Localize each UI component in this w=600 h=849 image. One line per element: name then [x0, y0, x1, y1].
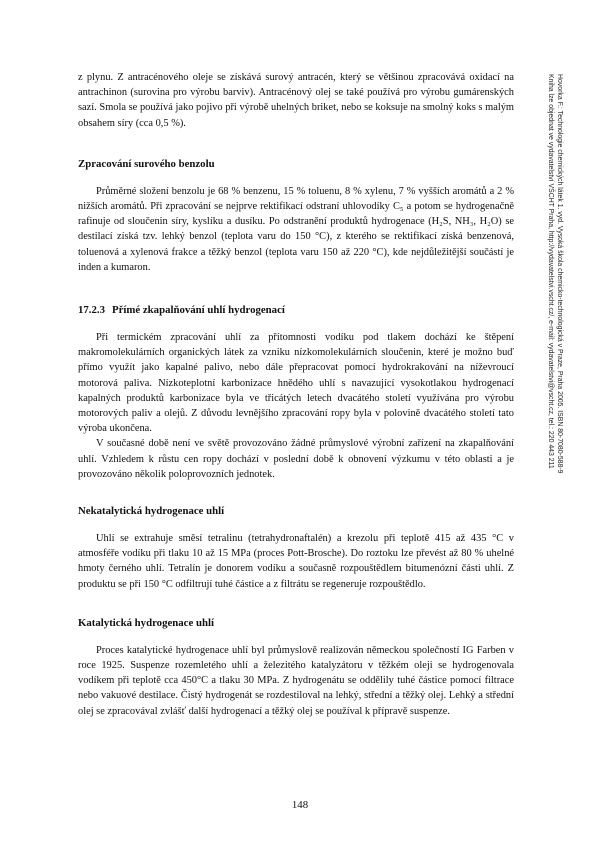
side-note-citation: Hovorka F.: Technologie chemických látek 1. vyd. Vysoká škola chemicko-technologická v Praze, Praha 2005. ISBN 80-7080-588-9: [556, 74, 563, 474]
section-number: 17.2.3: [78, 304, 105, 317]
paragraph-benzol: Průměrné složení benzolu je 68 % benzenu, 15 % toluenu, 8 % xylenu, 7 % vyšších aromátů a 2 % nižších aromátů. Při zpracování se nejprve rektifikací odstraní uhlovodíky C₅ a potom se hydrogenačně rafinuje od sloučenin síry, kyslíku a dusíku. Po odstranění produktů hydrogenace (H₂S, NH₃, H₂O) se destilací získá tzv. lehký benzol (teplota varu do 150 °C), z kterého se rektifikací získá benzenová, toluenová a xylenová frakce a těžký benzol (teplota varu 150 až 220 °C), kde nejdůležitější součástí je inden a kumaron.: [78, 185, 514, 273]
section-title: Přímé zkapalňování uhlí hydrogenací: [112, 304, 285, 317]
paragraph-noncatalytic: Uhlí se extrahuje směsí tetralinu (tetrahydronaftalén) a krezolu při teplotě 415 až 435 °C v atmosféře vodíku při tlaku 10 až 15 MPa (proces Pott-Brosche). Do roztoku lze převést až 80 % uhelné hmoty černého uhlí. Tetralín je donorem vodíku a současně rozpouštědlem bitumenózní části uhlí. Z produktu se při 150 °C odfiltrují tuhé částice a z filtrátu se regeneruje rozpouštědlo.: [78, 533, 514, 590]
paragraph-catalytic: Proces katalytické hydrogenace uhlí byl průmyslově realizován německou společností IG Farben v roce 1925. Suspenze rozemletého uhlí a železitého katalyzátoru v těžkém oleji se hydrogenovala vodíkem při teplotě cca 450°C a tlaku 30 MPa. Z hydrogenátu se oddělily tuhé částice pomocí filtrace nebo vakuové destilace. Čistý hydrogenát se rozdestiloval na lehký, střední a těžký olej. Lehký a střední olej se zpracovával zvlášť další hydrogenací a těžký olej se používal k přípravě suspenze.: [78, 644, 514, 717]
side-note-ordering: Kniha lze objednat ve vydavatelství VŠCHT Praha, http://vydavatelstvi.vscht.cz/, e-mail: vydavatelstvi@vscht.cz, tel.: 220 443 211: [546, 74, 554, 469]
heading-catalytic: Katalytická hydrogenace uhlí: [78, 616, 214, 629]
paragraph-current-state: V současné době není ve světě provozováno žádné průmyslové výrobní zařízení na zkapalňování uhlí. Vzhledem k růstu cen ropy dochází v poslední době k obnovení výzkumu v této oblasti a je provozováno několik poloprovozních jednotek.: [78, 438, 514, 480]
page-body: [78, 70, 514, 719]
page-number: 148: [291, 799, 309, 811]
section-heading: [78, 303, 514, 318]
side-note: [528, 74, 564, 620]
heading-benzol: Zpracování surového benzolu: [78, 157, 215, 170]
paragraph-intro: z plynu. Z antracénového oleje se získává surový antracén, který se většinou zpracovává oxidací na antrachinon (surovina pro výrobu barviv). Antracénový olej se také používá pro výrobu gumárenských sazí. Smola se používá jako pojivo při výrobě uhelných briket, nebo se koksuje na smolný koks s malým obsahem síry (cca 0,5 %).: [78, 72, 514, 129]
paragraph-thermal: Při termickém zpracování uhlí za přítomnosti vodíku pod tlakem dochází ke štěpení makromolekulárních organických látek za vzniku nízkomolekulárních sloučenin, které je možno buď přímo využít jako kapalné palivo, nebo dále přepracovat pomocí hydrokrakování na níževroucí motorová paliva. Nízkoteplotní karbonizace hnědého uhlí s navazující vysokotlakou hydrogenací kapalných produktů karbonizace byla ve třicátých letech dvacátého století využívána pro výrobu motorových paliv a olejů. Z důvodu levnějšího zpracování ropy byla v polovině dvacátého století tato výroba ukončena.: [78, 332, 514, 435]
heading-noncatalytic: Nekatalytická hydrogenace uhlí: [78, 505, 225, 518]
